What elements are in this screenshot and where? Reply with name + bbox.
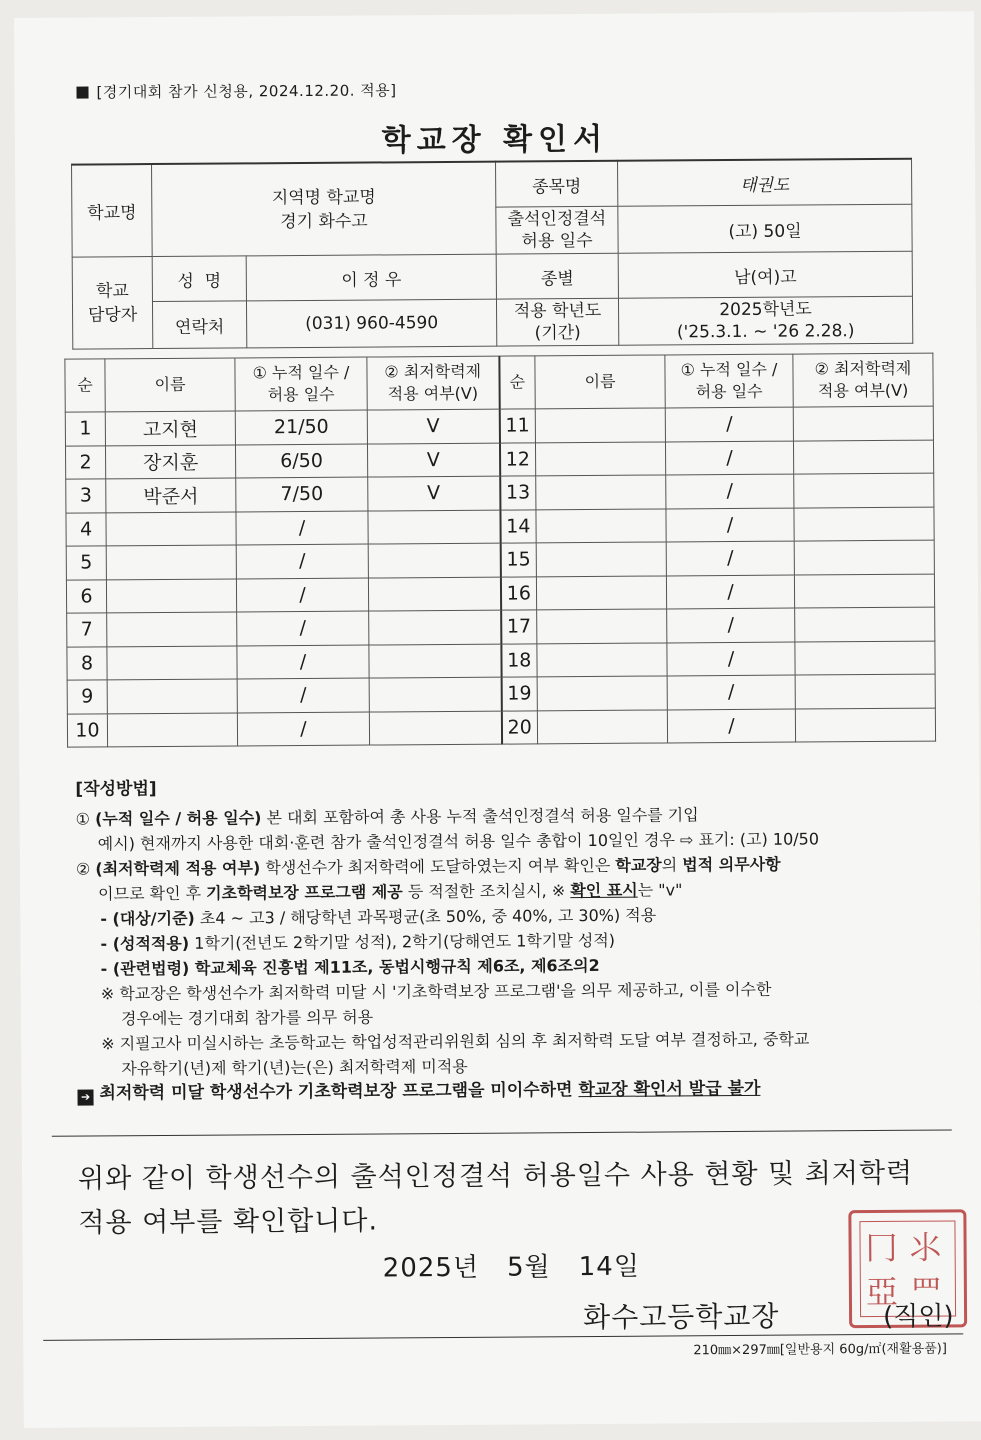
col-days-header-line2: 허용 일수: [267, 384, 335, 405]
row-min: [368, 510, 500, 544]
row-name-2: [536, 575, 666, 609]
row-min: [369, 711, 501, 745]
row-days-2: /: [666, 541, 794, 575]
gender-label: 종별: [496, 253, 618, 299]
year-value-line2: ('25.3.1. ~ '26 2.28.): [676, 321, 855, 343]
date-year: 2025년: [382, 1252, 480, 1284]
confirmation-line1: 위와 같이 학생선수의 출석인정결석 허용일수 사용 현황 및 최저학력: [77, 1157, 914, 1195]
instruction-2-cont-text: 이므로 확인 후: [98, 883, 207, 904]
instruction-1-bold: (누적 일수 / 허용 일수): [94, 808, 262, 829]
row-name: [107, 612, 237, 646]
row-name: 박준서: [106, 478, 236, 512]
col-name-header-2: 이름: [535, 355, 665, 409]
row-min-2: [795, 641, 935, 675]
row-min-2: [794, 574, 934, 608]
year-label-line1: 적용 학년도: [513, 300, 602, 322]
name-value: 이 정 우: [246, 254, 496, 301]
instruction-2-bold3: 법적 의무사항: [682, 854, 781, 875]
row-name-2: [537, 709, 667, 743]
row-min: V: [367, 443, 499, 477]
year-value-line1: 2025학년도: [719, 299, 812, 321]
row-no-2: 15: [500, 543, 536, 577]
row-no: 10: [67, 713, 107, 747]
row-no-2: 14: [500, 509, 536, 543]
row-days-2: /: [666, 474, 794, 508]
confirmation-text: [78, 1151, 959, 1245]
row-no: 9: [67, 680, 107, 714]
bullet-law-bold: - (관련법령): [100, 958, 190, 979]
school-region-label: 지역명 학교명: [271, 186, 376, 208]
note-2: ※ 지필고사 미실시하는 초등학교는 학업성적관리위원회 심의 후 최저학력 도달 여부 결정하고, 중학교: [101, 1029, 810, 1054]
year-value: [618, 296, 912, 345]
row-days: 21/50: [235, 410, 367, 444]
year-label: [496, 298, 618, 346]
row-name: [106, 545, 236, 579]
row-name: 장지훈: [105, 444, 235, 478]
name-label: 성 명: [152, 256, 246, 302]
row-min: [369, 677, 501, 711]
bullet-grades-text: 1학기(전년도 2학기말 성적), 2학기(당해연도 1학기말 성적): [189, 930, 616, 953]
row-no-2: 11: [499, 409, 535, 443]
row-no-2: 19: [501, 677, 537, 711]
final-warning-text: 최저학력 미달 학생선수가 기초학력보장 프로그램을 미이수하면: [99, 1080, 579, 1104]
contact-value: (031) 960-4590: [246, 299, 496, 348]
instruction-2-bold2: 학교장: [615, 855, 662, 875]
row-no: 6: [66, 579, 106, 613]
row-no: 3: [66, 479, 106, 513]
row-name-2: [536, 475, 666, 509]
gender-value: 남(여)고: [618, 251, 912, 298]
note-2-cont: 자유학기(년)제 학기(년)는(은) 최저학력제 미적용: [121, 1056, 468, 1079]
row-days-2: /: [667, 608, 795, 642]
row-no: 4: [66, 512, 106, 546]
col-min-header-2-line1: ② 최저학력제: [814, 358, 912, 379]
row-no-2: 18: [501, 643, 537, 677]
col-name-header: 이름: [105, 358, 235, 412]
instruction-2-cont-text2: 등 적절한 조치실시, ※: [402, 881, 571, 902]
divider-top: [52, 1129, 952, 1136]
col-min-header-2: [793, 353, 933, 407]
school-value: 경기 화수고: [280, 211, 368, 232]
row-min: V: [367, 409, 499, 443]
event-value: 태권도: [618, 159, 912, 207]
row-no-2: 12: [499, 442, 535, 476]
row-min: [368, 577, 500, 611]
contact-label: 연락처: [152, 301, 246, 349]
col-min-header-line1: ② 최저학력제: [384, 361, 482, 382]
col-days-header: [235, 357, 367, 411]
row-min-2: [794, 473, 934, 507]
instruction-2-mark: ②: [75, 859, 91, 879]
bullet-law-text: 학교체육 진흥법 제11조, 동법시행규칙 제6조, 제6조의2: [189, 955, 600, 978]
col-min-header-2-line2: 적용 여부(V): [817, 380, 909, 401]
row-name-2: [535, 408, 665, 442]
instruction-2-bold: (최저학력제 적용 여부): [95, 858, 261, 879]
issue-date: [383, 1245, 668, 1284]
page-title: 학교장 확인서: [381, 121, 609, 159]
row-days-2: /: [667, 675, 795, 709]
row-no: 1: [65, 412, 105, 446]
row-no: 2: [65, 445, 105, 479]
row-no-2: 13: [500, 476, 536, 510]
final-warning: [77, 1075, 957, 1106]
row-name: [107, 645, 237, 679]
instruction-2-text: 학생선수가 최저학력에 도달하였는지 여부 확인은: [260, 855, 616, 878]
instruction-2-cont-bold: 기초학력보장 프로그램 제공: [206, 882, 403, 903]
document-page: [14, 11, 981, 1428]
row-name: [106, 511, 236, 545]
event-label: 종목명: [496, 161, 618, 207]
row-no-2: 16: [500, 576, 536, 610]
row-days: 6/50: [235, 444, 367, 478]
row-no: 7: [67, 613, 107, 647]
paper-spec: 210㎜×297㎜[일반용지 60g/㎡(재활용품)]: [693, 1341, 947, 1359]
date-day: 14일: [578, 1251, 641, 1283]
row-name: [106, 578, 236, 612]
school-cell: [152, 162, 497, 257]
col-min-header: [367, 356, 499, 410]
col-days-header-line1: ① 누적 일수 /: [252, 362, 350, 382]
row-min-2: [795, 607, 935, 641]
row-no: 5: [66, 546, 106, 580]
instruction-1-example: 예시) 현재까지 사용한 대회·훈련 참가 출석인정결석 허용 일수 총합이 10일인 경우 ⇨ 표기: (고) 10/50: [97, 829, 820, 854]
row-days: /: [237, 611, 369, 645]
row-min-2: [793, 440, 933, 474]
instruction-1-text: 본 대회 포함하여 총 사용 누적 출석인정결석 허용 일수를 기입: [261, 805, 699, 828]
row-days-2: /: [665, 441, 793, 475]
row-name-2: [536, 508, 666, 542]
row-min: V: [368, 476, 500, 510]
manager-label: [72, 257, 153, 350]
col-no-header: 순: [65, 359, 105, 412]
row-no-2: 20: [501, 710, 537, 744]
allowed-label-line2: 허용 일수: [521, 230, 593, 252]
row-name-2: [536, 542, 666, 576]
row-days: /: [236, 578, 368, 612]
manager-label-line2: 담당자: [87, 304, 138, 325]
row-days: /: [237, 645, 369, 679]
table-row: [67, 708, 935, 748]
header-note: [76, 79, 396, 102]
row-days-2: /: [665, 407, 793, 441]
bullet-target-text: 초4 ~ 고3 / 해당학년 과목평균(초 50%, 중 40%, 고 30%) 적용: [194, 905, 657, 928]
square-bullet-icon: [76, 86, 88, 98]
seal-glyph: 罒: [909, 1272, 943, 1311]
bullet-target-bold: - (대상/기준): [100, 908, 195, 929]
row-min-2: [795, 674, 935, 708]
row-days: 7/50: [236, 477, 368, 511]
row-name-2: [537, 642, 667, 676]
seal-glyph: 冂: [865, 1228, 898, 1268]
instruction-2-text2: 의: [661, 855, 683, 875]
date-month: 5월: [506, 1252, 551, 1283]
final-warning-underline: 학교장 확인서 발급 불가: [578, 1078, 761, 1101]
confirmation-line2: 적용 여부를 확인합니다.: [78, 1205, 379, 1239]
row-min: [368, 543, 500, 577]
instructions-heading: [작성방법]: [75, 779, 157, 800]
row-days-2: /: [666, 508, 794, 542]
manager-label-line1: 학교: [95, 280, 129, 301]
allowed-label-line1: 출석인정결석: [507, 208, 607, 230]
student-table: [64, 353, 936, 748]
row-name-2: [537, 676, 667, 710]
instruction-2-cont-text3: 는 "v": [637, 880, 683, 900]
col-days-header-2-line2: 허용 일수: [695, 381, 763, 402]
col-days-header-2-line1: ① 누적 일수 /: [680, 359, 778, 379]
note-1-cont: 경우에는 경기대회 참가를 의무 허용: [120, 1007, 374, 1029]
row-name-2: [537, 609, 667, 643]
row-days: /: [236, 544, 368, 578]
arrow-box-icon: ➔: [77, 1089, 93, 1105]
note-1: ※ 학교장은 학생선수가 최저학력 미달 시 '기초학력보장 프로그램'을 의무 제공하고, 이를 이수한: [100, 979, 772, 1004]
row-min: [369, 644, 501, 678]
row-days-2: /: [666, 575, 794, 609]
year-label-line2: (기간): [534, 323, 581, 344]
row-days-2: /: [667, 709, 795, 743]
col-no-header-2: 순: [499, 356, 535, 409]
col-days-header-2: [665, 354, 793, 408]
row-min-2: [794, 540, 934, 574]
row-name: 고지현: [105, 411, 235, 445]
instruction-2-cont-underline: 확인 표시: [570, 880, 638, 901]
row-min-2: [795, 708, 935, 742]
principal-name: 화수고등학교장: [582, 1299, 780, 1335]
row-name: [107, 712, 237, 746]
row-no-2: 17: [501, 610, 537, 644]
instruction-1-mark: ①: [75, 809, 91, 829]
seal-glyph: 亞: [865, 1272, 899, 1312]
table-header-row: [65, 353, 933, 412]
row-no: 8: [67, 646, 107, 680]
header-note-text: [경기대회 참가 신청용, 2024.12.20. 적용]: [96, 81, 397, 102]
row-name: [107, 679, 237, 713]
allowed-label: [496, 206, 618, 254]
row-days-2: /: [667, 642, 795, 676]
school-label: 학교명: [72, 164, 153, 257]
seal-glyph: ⺢: [909, 1228, 942, 1267]
allowed-value: (고) 50일: [618, 204, 912, 253]
row-days: /: [236, 511, 368, 545]
row-days: /: [237, 712, 369, 746]
seal-label: (직인): [882, 1301, 954, 1332]
col-min-header-line2: 적용 여부(V): [387, 383, 479, 404]
row-days: /: [237, 678, 369, 712]
row-min-2: [794, 507, 934, 541]
instructions: [75, 771, 957, 1106]
bullet-grades-bold: - (성적적용): [100, 933, 190, 954]
info-table: [71, 158, 913, 350]
row-min: [369, 610, 501, 644]
row-name-2: [535, 441, 665, 475]
row-min-2: [793, 406, 933, 440]
